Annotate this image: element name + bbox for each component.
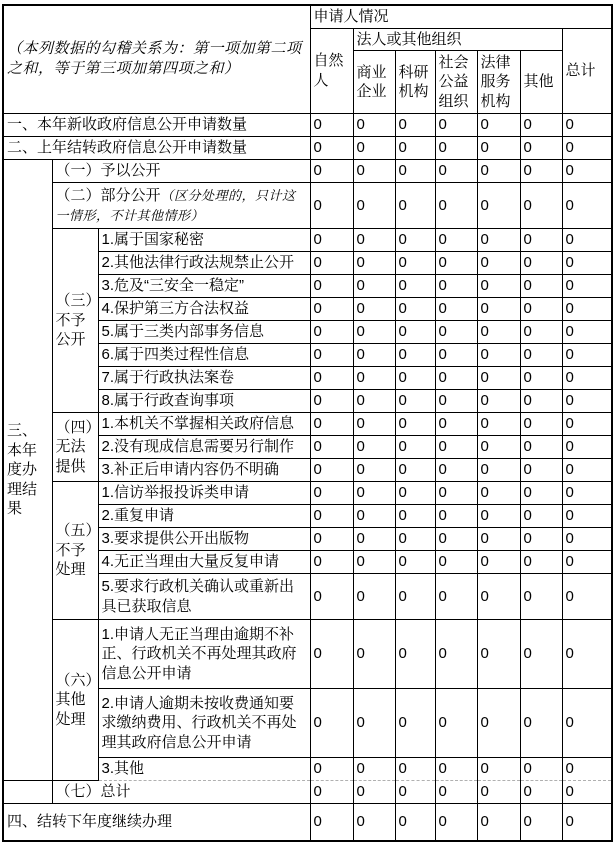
value-cell: 0: [395, 758, 435, 781]
value-cell: 0: [562, 781, 612, 804]
value-cell: 0: [353, 298, 395, 321]
value-cell: 0: [353, 620, 395, 689]
value-cell: 0: [477, 229, 520, 252]
value-cell: 0: [353, 137, 395, 160]
value-cell: 0: [353, 505, 395, 528]
value-cell: 0: [435, 482, 477, 505]
value-cell: 0: [353, 459, 395, 482]
value-cell: 0: [477, 689, 520, 758]
value-cell: 0: [435, 160, 477, 183]
value-cell: 0: [353, 482, 395, 505]
value-cell: 0: [310, 229, 353, 252]
value-cell: 0: [477, 298, 520, 321]
value-cell: 0: [562, 528, 612, 551]
value-cell: 0: [353, 252, 395, 275]
table-row: [3, 229, 612, 252]
section-b-label: （四）无法提供: [52, 413, 98, 482]
value-cell: 0: [395, 551, 435, 574]
value-cell: 0: [477, 183, 520, 229]
value-cell: 0: [520, 781, 562, 804]
value-cell: 0: [562, 114, 612, 137]
value-cell: 0: [435, 459, 477, 482]
value-cell: 0: [562, 505, 612, 528]
value-cell: 0: [477, 114, 520, 137]
section-b-label: （六）其他处理: [52, 620, 98, 781]
value-cell: 0: [435, 781, 477, 804]
value-cell: 0: [310, 551, 353, 574]
value-cell: 0: [310, 137, 353, 160]
value-cell: 0: [353, 574, 395, 620]
value-cell: 0: [477, 528, 520, 551]
value-cell: 0: [477, 620, 520, 689]
value-cell: 0: [477, 390, 520, 413]
sub-item-label: 1.本机关不掌握相关政府信息: [98, 413, 310, 436]
spacer-cell: [3, 781, 52, 804]
value-cell: 0: [520, 344, 562, 367]
value-cell: 0: [520, 482, 562, 505]
value-cell: 0: [562, 344, 612, 367]
value-cell: 0: [477, 459, 520, 482]
value-cell: 0: [520, 413, 562, 436]
header-org-commercial: 商业企业: [353, 51, 395, 114]
header-org-legal-service: 法律服务机构: [477, 51, 520, 114]
value-cell: 0: [353, 114, 395, 137]
value-cell: 0: [520, 229, 562, 252]
value-cell: 0: [435, 252, 477, 275]
value-cell: 0: [310, 344, 353, 367]
value-cell: 0: [520, 275, 562, 298]
value-cell: 0: [562, 620, 612, 689]
value-cell: 0: [310, 114, 353, 137]
sub-item-label: 1.申请人无正当理由逾期不补正、行政机关不再处理其政府信息公开申请: [98, 620, 310, 689]
sub-item-label: 5.要求行政机关确认或重新出具已获取信息: [98, 574, 310, 620]
value-cell: 0: [562, 229, 612, 252]
value-cell: 0: [520, 436, 562, 459]
value-cell: 0: [310, 620, 353, 689]
table-row: [3, 137, 612, 160]
value-cell: 0: [562, 758, 612, 781]
value-cell: 0: [310, 160, 353, 183]
value-cell: 0: [353, 758, 395, 781]
value-cell: 0: [520, 505, 562, 528]
value-cell: 0: [477, 275, 520, 298]
sub-item-label: 8.属于行政查询事项: [98, 390, 310, 413]
table-row: [3, 413, 612, 436]
value-cell: 0: [395, 804, 435, 841]
value-cell: 0: [562, 275, 612, 298]
value-cell: 0: [395, 275, 435, 298]
sub-item-label: 2.没有现成信息需要另行制作: [98, 436, 310, 459]
value-cell: 0: [520, 551, 562, 574]
sub-item-label: 1.信访举报投诉类申请: [98, 482, 310, 505]
value-cell: 0: [562, 689, 612, 758]
sub-item-label: 6.属于四类过程性信息: [98, 344, 310, 367]
header-total: 总计: [562, 28, 612, 114]
sub-item-label: 4.保护第三方合法权益: [98, 298, 310, 321]
value-cell: 0: [395, 183, 435, 229]
value-cell: 0: [310, 459, 353, 482]
value-cell: 0: [310, 689, 353, 758]
row-label: 四、结转下年度继续办理: [3, 804, 310, 841]
value-cell: 0: [395, 781, 435, 804]
value-cell: 0: [520, 114, 562, 137]
value-cell: 0: [562, 551, 612, 574]
value-cell: 0: [353, 413, 395, 436]
value-cell: 0: [435, 551, 477, 574]
sub-item-label: 4.无正当理由大量反复申请: [98, 551, 310, 574]
value-cell: 0: [562, 298, 612, 321]
value-cell: 0: [310, 413, 353, 436]
value-cell: 0: [395, 436, 435, 459]
value-cell: 0: [520, 620, 562, 689]
value-cell: 0: [562, 321, 612, 344]
value-cell: 0: [310, 390, 353, 413]
value-cell: 0: [310, 528, 353, 551]
value-cell: 0: [520, 183, 562, 229]
sub-item-label: 2.重复申请: [98, 505, 310, 528]
value-cell: 0: [562, 482, 612, 505]
value-cell: 0: [353, 689, 395, 758]
section-row-label-text: （二）部分公开: [55, 187, 161, 204]
value-cell: 0: [562, 804, 612, 841]
value-cell: 0: [477, 758, 520, 781]
section-b-label: （三）不予公开: [52, 229, 98, 413]
table-row: [3, 183, 612, 229]
table-row: [3, 804, 612, 841]
sub-item-label: 2.其他法律行政法规禁止公开: [98, 252, 310, 275]
value-cell: 0: [435, 390, 477, 413]
section-row-note: （区分处理的，只计这一情形，不计其他情形）: [55, 188, 296, 223]
value-cell: 0: [310, 758, 353, 781]
value-cell: 0: [395, 321, 435, 344]
value-cell: 0: [477, 781, 520, 804]
value-cell: 0: [562, 390, 612, 413]
value-cell: 0: [353, 229, 395, 252]
value-cell: 0: [562, 436, 612, 459]
value-cell: 0: [562, 183, 612, 229]
value-cell: 0: [562, 252, 612, 275]
value-cell: 0: [395, 390, 435, 413]
sub-item-label: 1.属于国家秘密: [98, 229, 310, 252]
value-cell: 0: [435, 114, 477, 137]
value-cell: 0: [395, 137, 435, 160]
value-cell: 0: [353, 781, 395, 804]
value-cell: 0: [310, 367, 353, 390]
value-cell: 0: [310, 436, 353, 459]
value-cell: 0: [310, 321, 353, 344]
value-cell: 0: [310, 183, 353, 229]
value-cell: 0: [395, 344, 435, 367]
sub-item-label: 2.申请人逾期未按收费通知要求缴纳费用、行政机关不再处理其政府信息公开申请: [98, 689, 310, 758]
table-body: [3, 114, 612, 841]
value-cell: 0: [477, 252, 520, 275]
table-row: [3, 114, 612, 137]
sub-item-label: 3.补正后申请内容仍不明确: [98, 459, 310, 482]
header-org-research: 科研机构: [395, 51, 435, 114]
value-cell: 0: [435, 344, 477, 367]
value-cell: 0: [435, 413, 477, 436]
value-cell: 0: [435, 528, 477, 551]
row-label: 二、上年结转政府信息公开申请数量: [3, 137, 310, 160]
gov-info-disclosure-table: [2, 4, 613, 842]
value-cell: 0: [435, 229, 477, 252]
value-cell: 0: [520, 804, 562, 841]
section-row-label: （一）予以公开: [52, 160, 310, 183]
value-cell: 0: [520, 160, 562, 183]
table-row: [3, 160, 612, 183]
value-cell: 0: [310, 275, 353, 298]
value-cell: 0: [477, 804, 520, 841]
table-row: [3, 781, 612, 804]
value-cell: 0: [395, 298, 435, 321]
value-cell: 0: [395, 505, 435, 528]
header-legal-or-other-org: 法人或其他组织: [353, 28, 562, 51]
value-cell: 0: [395, 413, 435, 436]
value-cell: 0: [520, 367, 562, 390]
section-b-label: （五）不予处理: [52, 482, 98, 620]
value-cell: 0: [395, 482, 435, 505]
sub-item-label: 3.要求提供公开出版物: [98, 528, 310, 551]
value-cell: 0: [520, 689, 562, 758]
value-cell: 0: [520, 298, 562, 321]
value-cell: 0: [353, 551, 395, 574]
value-cell: 0: [353, 367, 395, 390]
value-cell: 0: [562, 459, 612, 482]
value-cell: 0: [353, 390, 395, 413]
value-cell: 0: [520, 459, 562, 482]
value-cell: 0: [477, 482, 520, 505]
value-cell: 0: [562, 137, 612, 160]
value-cell: 0: [477, 505, 520, 528]
value-cell: 0: [520, 574, 562, 620]
sub-item-label: 7.属于行政执法案卷: [98, 367, 310, 390]
value-cell: 0: [353, 321, 395, 344]
value-cell: 0: [435, 804, 477, 841]
section-row-label: （七）总计: [52, 781, 310, 804]
value-cell: 0: [477, 160, 520, 183]
sub-item-label: 3.其他: [98, 758, 310, 781]
value-cell: 0: [435, 367, 477, 390]
value-cell: 0: [310, 482, 353, 505]
table-row: [3, 620, 612, 689]
value-cell: 0: [353, 183, 395, 229]
value-cell: 0: [310, 252, 353, 275]
value-cell: 0: [435, 436, 477, 459]
value-cell: 0: [353, 528, 395, 551]
value-cell: 0: [477, 551, 520, 574]
value-cell: 0: [477, 137, 520, 160]
value-cell: 0: [435, 505, 477, 528]
header-org-public-welfare: 社会公益组织: [435, 51, 477, 114]
value-cell: 0: [477, 413, 520, 436]
value-cell: 0: [562, 367, 612, 390]
value-cell: 0: [353, 160, 395, 183]
value-cell: 0: [562, 574, 612, 620]
value-cell: 0: [395, 528, 435, 551]
value-cell: 0: [435, 275, 477, 298]
value-cell: 0: [435, 574, 477, 620]
sub-item-label: 5.属于三类内部事务信息: [98, 321, 310, 344]
value-cell: 0: [477, 574, 520, 620]
value-cell: 0: [353, 275, 395, 298]
value-cell: 0: [435, 689, 477, 758]
value-cell: 0: [310, 781, 353, 804]
value-cell: 0: [435, 321, 477, 344]
value-cell: 0: [520, 137, 562, 160]
value-cell: 0: [435, 137, 477, 160]
value-cell: 0: [310, 804, 353, 841]
value-cell: 0: [353, 344, 395, 367]
value-cell: 0: [520, 321, 562, 344]
value-cell: 0: [435, 183, 477, 229]
value-cell: 0: [310, 505, 353, 528]
value-cell: 0: [477, 344, 520, 367]
value-cell: 0: [395, 620, 435, 689]
value-cell: 0: [395, 574, 435, 620]
value-cell: 0: [310, 298, 353, 321]
header-natural-person: 自然人: [310, 28, 353, 114]
header-row-1: [3, 5, 612, 28]
header-org-other: 其他: [520, 51, 562, 114]
value-cell: 0: [395, 229, 435, 252]
section-a-label: 三、本年度办理结果: [3, 160, 52, 781]
value-cell: 0: [395, 689, 435, 758]
value-cell: 0: [395, 114, 435, 137]
value-cell: 0: [395, 252, 435, 275]
row-label: 一、本年新收政府信息公开申请数量: [3, 114, 310, 137]
value-cell: 0: [353, 804, 395, 841]
value-cell: 0: [435, 620, 477, 689]
value-cell: 0: [353, 436, 395, 459]
corner-note: （本列数据的勾稽关系为：第一项加第二项之和，等于第三项加第四项之和）: [3, 5, 310, 114]
value-cell: 0: [562, 160, 612, 183]
value-cell: 0: [520, 528, 562, 551]
value-cell: 0: [520, 390, 562, 413]
value-cell: 0: [520, 252, 562, 275]
value-cell: 0: [477, 367, 520, 390]
value-cell: 0: [395, 160, 435, 183]
value-cell: 0: [395, 367, 435, 390]
header-applicant-situation: 申请人情况: [310, 5, 612, 28]
value-cell: 0: [477, 321, 520, 344]
value-cell: 0: [562, 413, 612, 436]
value-cell: 0: [395, 459, 435, 482]
section-row-label: [52, 183, 310, 229]
table-row: [3, 482, 612, 505]
value-cell: 0: [477, 436, 520, 459]
value-cell: 0: [520, 758, 562, 781]
value-cell: 0: [310, 574, 353, 620]
sub-item-label: 3.危及“三安全一稳定”: [98, 275, 310, 298]
value-cell: 0: [435, 298, 477, 321]
value-cell: 0: [435, 758, 477, 781]
